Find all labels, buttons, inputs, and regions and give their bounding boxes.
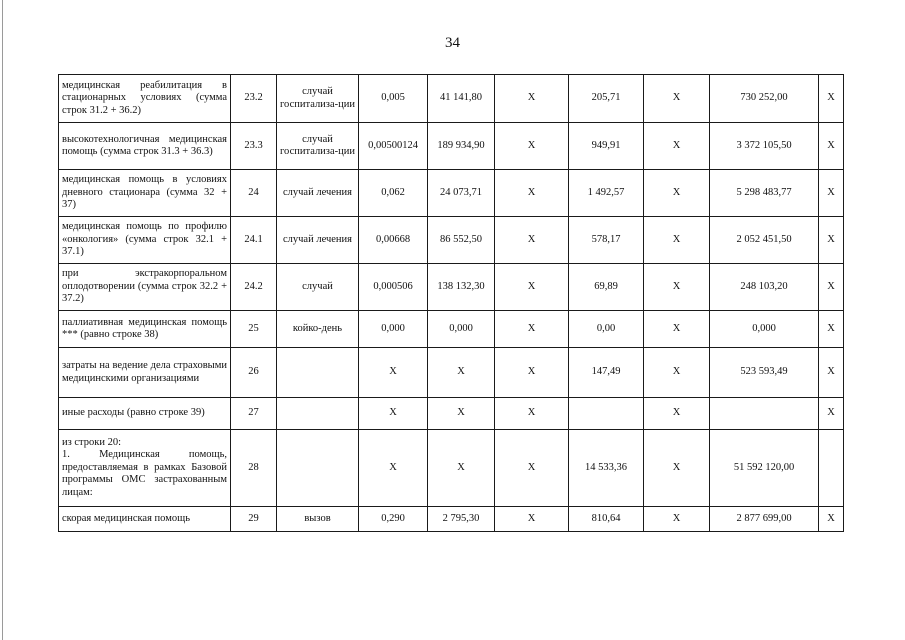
unit-cell (277, 430, 359, 507)
description-text: 1. Медицинская помощь, предоставляемая в рамках Базовой программы ОМС застрахованным лицам: (62, 449, 227, 498)
row-code-cell: 24.2 (231, 264, 277, 311)
description-cell (59, 430, 231, 507)
share-cell: X (819, 264, 844, 311)
description-cell (59, 75, 231, 123)
unit-cell: случай лечения (277, 217, 359, 264)
total-oms-cell: 730 252,00 (710, 75, 819, 123)
total-budget-cell: X (644, 217, 710, 264)
description-cell (59, 348, 231, 398)
norm-cost-cell: X (428, 348, 495, 398)
table-row (59, 398, 844, 430)
row-code-cell: 23.2 (231, 75, 277, 123)
total-budget-cell: X (644, 348, 710, 398)
table-row (59, 264, 844, 311)
table-row (59, 311, 844, 348)
norm-volume-cell: 0,00668 (359, 217, 428, 264)
per-capita-budget-cell: X (495, 264, 569, 311)
description-text: паллиативная медицинская помощь *** (равно строке 38) (62, 316, 227, 340)
total-oms-cell (710, 398, 819, 430)
page-edge-line (2, 0, 3, 640)
norm-volume-cell: 0,000 (359, 311, 428, 348)
per-capita-budget-cell: X (495, 348, 569, 398)
total-budget-cell: X (644, 507, 710, 532)
norm-volume-cell: 0,000506 (359, 264, 428, 311)
per-capita-budget-cell: X (495, 217, 569, 264)
per-capita-budget-cell: X (495, 430, 569, 507)
per-capita-oms-cell: 578,17 (569, 217, 644, 264)
row-code-cell: 27 (231, 398, 277, 430)
financing-table (58, 74, 844, 532)
total-oms-cell: 5 298 483,77 (710, 170, 819, 217)
per-capita-budget-cell: X (495, 123, 569, 170)
total-budget-cell: X (644, 311, 710, 348)
total-oms-cell: 0,000 (710, 311, 819, 348)
norm-volume-cell: X (359, 398, 428, 430)
per-capita-budget-cell: X (495, 507, 569, 532)
per-capita-oms-cell: 810,64 (569, 507, 644, 532)
unit-cell: случай госпитализа-ции (277, 123, 359, 170)
unit-cell: вызов (277, 507, 359, 532)
norm-volume-cell: 0,290 (359, 507, 428, 532)
share-cell: X (819, 170, 844, 217)
per-capita-budget-cell: X (495, 311, 569, 348)
per-capita-oms-cell: 0,00 (569, 311, 644, 348)
description-cell (59, 123, 231, 170)
total-oms-cell: 3 372 105,50 (710, 123, 819, 170)
share-cell: X (819, 398, 844, 430)
per-capita-oms-cell: 69,89 (569, 264, 644, 311)
row-code-cell: 28 (231, 430, 277, 507)
norm-cost-cell: 138 132,30 (428, 264, 495, 311)
total-budget-cell: X (644, 398, 710, 430)
norm-volume-cell: 0,00500124 (359, 123, 428, 170)
total-oms-cell: 2 877 699,00 (710, 507, 819, 532)
norm-cost-cell: X (428, 430, 495, 507)
share-cell (819, 430, 844, 507)
row-code-cell: 23.3 (231, 123, 277, 170)
unit-cell: случай (277, 264, 359, 311)
unit-cell (277, 348, 359, 398)
per-capita-oms-cell: 14 533,36 (569, 430, 644, 507)
description-text: при экстракорпоральном оплодотворении (сумма строк 32.2 + 37.2) (62, 268, 227, 305)
per-capita-oms-cell (569, 398, 644, 430)
description-text: затраты на ведение дела страховыми медицинскими организациями (62, 360, 227, 384)
total-budget-cell: X (644, 430, 710, 507)
per-capita-oms-cell: 1 492,57 (569, 170, 644, 217)
description-cell (59, 311, 231, 348)
per-capita-budget-cell: X (495, 398, 569, 430)
description-cell (59, 170, 231, 217)
description-cell (59, 507, 231, 532)
row-code-cell: 24 (231, 170, 277, 217)
total-budget-cell: X (644, 75, 710, 123)
share-cell: X (819, 348, 844, 398)
norm-volume-cell: 0,005 (359, 75, 428, 123)
description-text: высокотехнологичная медицинская помощь (сумма строк 31.3 + 36.3) (62, 133, 227, 157)
row-code-cell: 29 (231, 507, 277, 532)
per-capita-oms-cell: 949,91 (569, 123, 644, 170)
row-code-cell: 25 (231, 311, 277, 348)
total-budget-cell: X (644, 264, 710, 311)
description-text: медицинская помощь по профилю «онкология» (сумма строк 32.1 + 37.1) (62, 221, 227, 258)
table-row (59, 430, 844, 507)
norm-cost-cell: 24 073,71 (428, 170, 495, 217)
table-row (59, 75, 844, 123)
description-cell (59, 264, 231, 311)
per-capita-oms-cell: 205,71 (569, 75, 644, 123)
description-cell (59, 217, 231, 264)
total-oms-cell: 523 593,49 (710, 348, 819, 398)
per-capita-oms-cell: 147,49 (569, 348, 644, 398)
table-row (59, 348, 844, 398)
per-capita-budget-cell: X (495, 170, 569, 217)
page-number: 34 (445, 35, 460, 51)
table-row (59, 507, 844, 532)
row-code-cell: 26 (231, 348, 277, 398)
description-text: из строки 20: (62, 436, 122, 448)
description-cell (59, 398, 231, 430)
norm-cost-cell: 41 141,80 (428, 75, 495, 123)
total-oms-cell: 2 052 451,50 (710, 217, 819, 264)
unit-cell: случай лечения (277, 170, 359, 217)
share-cell: X (819, 507, 844, 532)
share-cell: X (819, 75, 844, 123)
norm-volume-cell: X (359, 430, 428, 507)
share-cell: X (819, 311, 844, 348)
per-capita-budget-cell: X (495, 75, 569, 123)
share-cell: X (819, 123, 844, 170)
description-text: медицинская реабилитация в стационарных условиях (сумма строк 31.2 + 36.2) (62, 79, 227, 116)
table-row (59, 217, 844, 264)
unit-cell: случай госпитализа-ции (277, 75, 359, 123)
description-text: иные расходы (равно строке 39) (62, 407, 205, 419)
description-text: медицинская помощь в условиях дневного стационара (сумма 32 + 37) (62, 174, 227, 211)
table-row (59, 123, 844, 170)
total-budget-cell: X (644, 170, 710, 217)
unit-cell (277, 398, 359, 430)
norm-cost-cell: 189 934,90 (428, 123, 495, 170)
total-oms-cell: 248 103,20 (710, 264, 819, 311)
norm-cost-cell: 2 795,30 (428, 507, 495, 532)
row-code-cell: 24.1 (231, 217, 277, 264)
norm-cost-cell: X (428, 398, 495, 430)
norm-volume-cell: 0,062 (359, 170, 428, 217)
share-cell: X (819, 217, 844, 264)
norm-volume-cell: X (359, 348, 428, 398)
unit-cell: койко-день (277, 311, 359, 348)
norm-cost-cell: 86 552,50 (428, 217, 495, 264)
norm-cost-cell: 0,000 (428, 311, 495, 348)
total-oms-cell: 51 592 120,00 (710, 430, 819, 507)
description-text: скорая медицинская помощь (62, 512, 190, 524)
total-budget-cell: X (644, 123, 710, 170)
table-row (59, 170, 844, 217)
